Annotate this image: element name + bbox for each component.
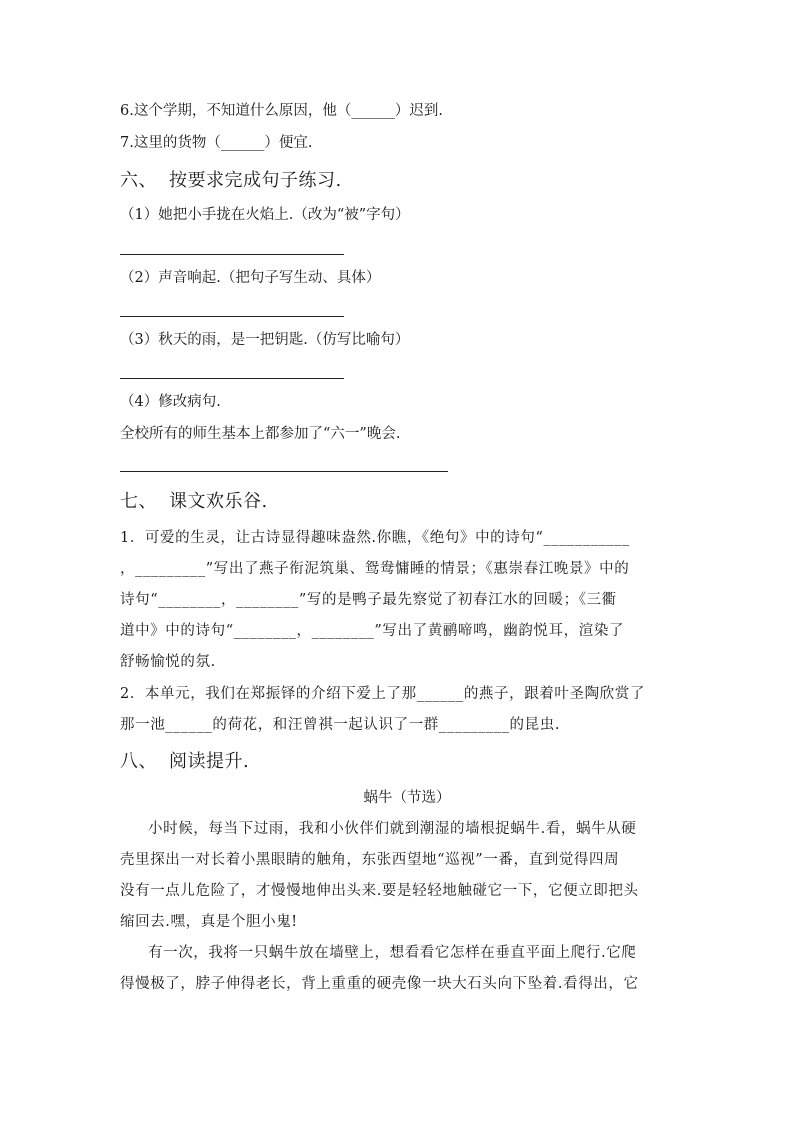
q1-line: ，_________”写出了燕子衔泥筑巢、鸳鸯慵睡的情景；《惠崇春江晚景》中的 [120,561,630,577]
section-8-number: 八、 [120,751,157,772]
passage-line: 缩回去.嘿，真是个胆小鬼! [120,914,298,930]
section-8-title: 阅读提升. [169,751,250,772]
answer-line-4[interactable] [120,471,448,472]
section-6-item-4: （4）修改病句. [120,394,221,410]
sick-sentence: 全校所有的师生基本上都参加了“六一”晚会. [120,426,401,442]
section-6-title: 按要求完成句子练习. [169,170,342,191]
section-6-heading [120,169,342,193]
passage-title: 蜗牛（节选） [363,790,451,806]
answer-line-2[interactable] [120,316,344,317]
passage-line: 小时候，每当下过雨，我和小伙伴们就到潮湿的墙根捉蜗牛.看，蜗牛从硬 [148,821,637,837]
passage-line: 没有一点儿危险了，才慢慢地伸出头来.要是轻轻地触碰它一下，它便立即把头 [120,883,639,899]
q2-line: 那一池______的荷花，和汪曾祺一起认识了一群_________的昆虫. [120,717,561,733]
q1-line: 舒畅愉悦的氛. [120,654,216,670]
answer-line-3[interactable] [120,378,344,379]
q1-line: 1．可爱的生灵，让古诗显得趣味盎然.你瞧，《绝句》中的诗句“___________ [120,530,630,546]
fill-item-6: 6.这个学期，不知道什么原因，他（______）迟到. [120,103,443,119]
section-6-item-2: （2）声音响起.（把句子写生动、具体） [120,270,381,286]
answer-line-1[interactable] [120,254,344,255]
q2-line: 2．本单元，我们在郑振铎的介绍下爱上了那______的燕子，跟着叶圣陶欣赏了 [120,686,646,702]
q1-line: 道中》中的诗句“________，________”写出了黄鹂啼鸣，幽韵悦耳，渲染了 [120,623,625,639]
passage-line: 壳里探出一对长着小黑眼睛的触角，东张西望地“巡视”一番，直到觉得四周 [120,852,620,868]
q1-line: 诗句“________，________”写的是鸭子最先察觉了初春江水的回暖；《三衢 [120,592,617,608]
section-6-item-1: （1）她把小手拢在火焰上.（改为“被”字句） [120,207,410,223]
passage-line: 得慢极了，脖子伸得老长，背上重重的硬壳像一块大石头向下坠着.看得出，它 [120,976,639,992]
section-7-heading [120,490,268,514]
section-6-number: 六、 [120,170,157,191]
section-8-heading [120,750,249,774]
section-7-number: 七、 [120,491,157,512]
section-7-title: 课文欢乐谷. [169,491,268,512]
fill-item-7: 7.这里的货物（______）便宜. [120,135,313,151]
passage-line: 有一次，我将一只蜗牛放在墙壁上，想看看它怎样在垂直平面上爬行.它爬 [148,945,637,961]
section-6-item-3: （3）秋天的雨，是一把钥匙.（仿写比喻句） [120,332,410,348]
